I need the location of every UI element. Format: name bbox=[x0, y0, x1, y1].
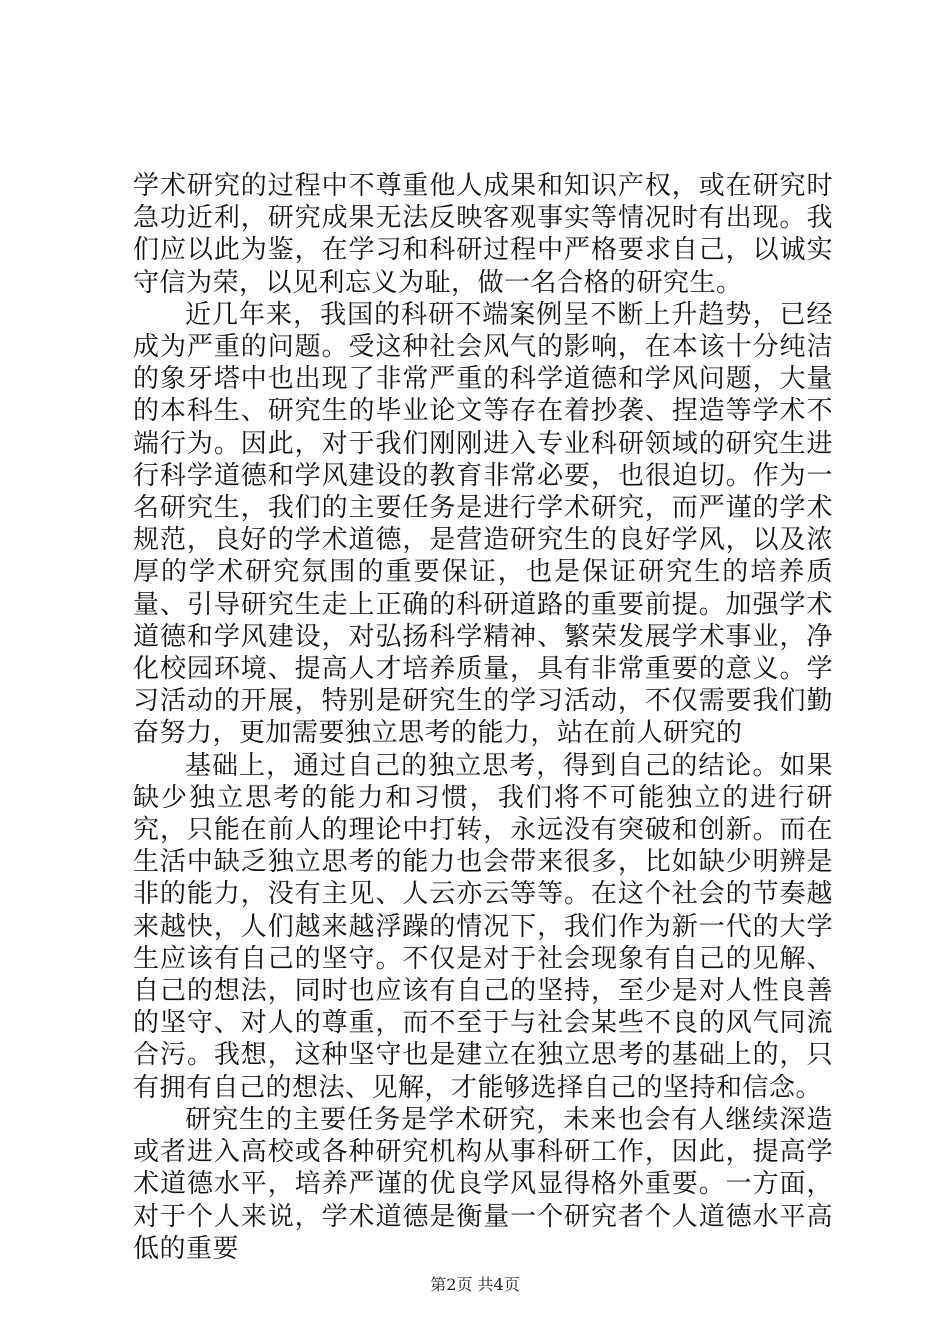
page-footer: 第2页 共4页 bbox=[430, 1275, 520, 1294]
paragraph-1: 学术研究的过程中不尊重他人成果和知识产权，或在研究时急功近利，研究成果无法反映客观事实等情况时有出现。我们应以此为鉴，在学习和科研过程中严格要求自己，以诚实守信为荣，以见利忘义为耻，做一名合格的研究生。 bbox=[133, 171, 833, 298]
paragraph-4: 研究生的主要任务是学术研究，未来也会有人继续深造或者进入高校或各种研究机构从事科研工作，因此，提高学术道德水平，培养严谨的优良学风显得格外重要。一方面，对于个人来说，学术道德是衡量一个研究者个人道德水平高低的重要 bbox=[133, 1104, 833, 1264]
paragraph-3: 基础上，通过自己的独立思考，得到自己的结论。如果缺少独立思考的能力和习惯，我们将不可能独立的进行研究，只能在前人的理论中打转，永远没有突破和创新。而在生活中缺乏独立思考的能力也会带来很多，比如缺少明辨是非的能力，没有主见、人云亦云等等。在这个社会的节奏越来越快，人们越来越浮躁的情况下，我们作为新一代的大学生应该有自己的坚守。不仅是对于社会现象有自己的见解、自己的想法，同时也应该有自己的坚持，至少是对人性良善的坚守、对人的尊重，而不至于与社会某些不良的风气同流合污。我想，这种坚守也是建立在独立思考的基础上的，只有拥有自己的想法、见解，才能够选择自己的坚持和信念。 bbox=[133, 750, 833, 1103]
document-body bbox=[133, 170, 833, 1265]
paragraph-2: 近几年来，我国的科研不端案例呈不断上升趋势，已经成为严重的问题。受这种社会风气的影响，在本该十分纯洁的象牙塔中也出现了非常严重的科学道德和学风问题，大量的本科生、研究生的毕业论文等存在着抄袭、捏造等学术不端行为。因此，对于我们刚刚进入专业科研领域的研究生进行科学道德和学风建设的教育非常必要，也很迫切。作为一名研究生，我们的主要任务是进行学术研究，而严谨的学术规范，良好的学术道德，是营造研究生的良好学风，以及浓厚的学术研究氛围的重要保证，也是保证研究生的培养质量、引导研究生走上正确的科研道路的重要前提。加强学术道德和学风建设，对弘扬科学精神、繁荣发展学术事业，净化校园环境、提高人才培养质量，具有非常重要的意义。学习活动的开展，特别是研究生的学习活动，不仅需要我们勤奋努力，更加需要独立思考的能力，站在前人研究的 bbox=[133, 299, 833, 749]
